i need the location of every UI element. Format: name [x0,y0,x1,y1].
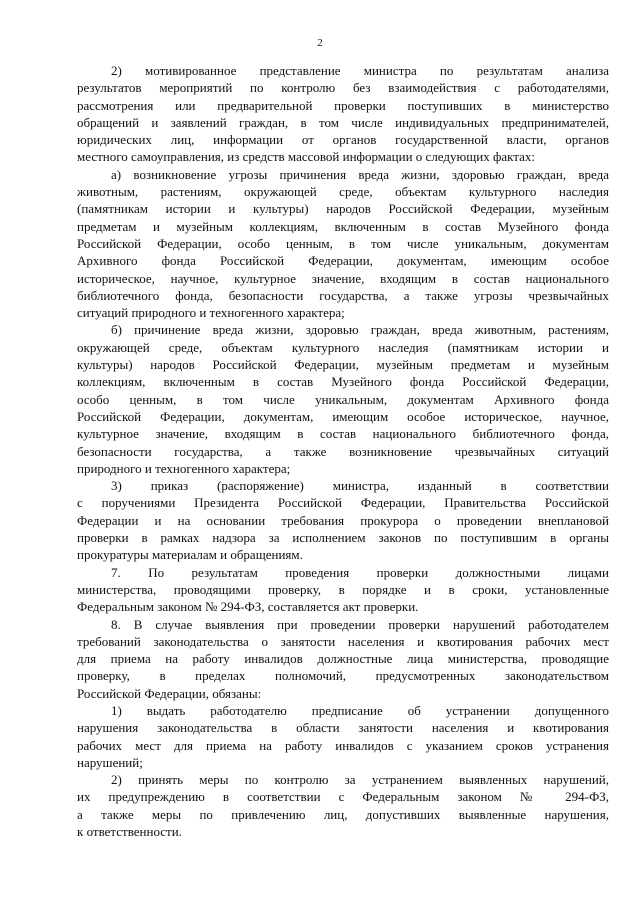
text-line: 2) мотивированное представление министра по результатам анализа [111,63,609,78]
text-line: ситуаций природного и техногенного характера; [77,305,345,321]
text-line: предметам и музейным коллекциям, включенным в состав Музейного фонда [77,218,609,234]
text-line: проверки в рамках надзора за исполнением законов по поступившим в органы [77,530,609,546]
text-line: а) возникновение угрозы причинения вреда жизни, здоровью граждан, вреда [111,166,609,182]
text-line: нарушения законодательства в области занятости населения и квотирования [77,720,609,736]
text-line: требований законодательства о занятости населения и квотирования рабочих мест [77,633,609,649]
text-line: для приема на работу инвалидов должностные лица министерства, проводящие [77,651,609,667]
text-line: с поручениями Президента Российской Федерации, Правительства Российской [77,495,609,511]
text-line: безопасности государства, а также возникновение чрезвычайных ситуаций [77,443,609,459]
paragraph-p-8-2 [77,771,609,840]
text-line: историческое, научное, культурное значение, входящим в состав национального [77,270,609,286]
text-line: рассмотрения или предварительной проверки поступивших в министерство [77,97,609,113]
text-line: юридических лиц, информации от органов государственной власти, органов [77,132,609,148]
text-line: к ответственности. [77,824,182,840]
text-line: животным, растениям, окружающей среде, объектам культурного наследия [77,184,609,200]
text-line: рабочих мест для приема на работу инвалидов с указанием сроков устранения [77,737,609,753]
text-line: проверку, в пределах полномочий, предусмотренных законодательством [77,668,609,684]
text-line: Российской Федерации, документам, имеющим особое историческое, научное, [77,408,609,424]
text-line: особо ценным, в том числе уникальным, документам Архивного фонда [77,391,609,407]
text-line: Федеральным законом № 294-ФЗ, составляется акт проверки. [77,599,419,615]
text-line: Архивного фонда Российской Федерации, документам, имеющим особое [77,253,609,269]
text-line: их предупреждению в соответствии с Федеральным законом № 294-ФЗ, [77,789,609,805]
text-line: 7. По результатам проведения проверки должностными лицами [111,564,609,580]
document-body [77,62,609,840]
page-number: 2 [317,37,323,49]
text-line: 8. В случае выявления при проведении проверки нарушений работодателем [111,616,609,632]
paragraph-p-7 [77,564,609,616]
paragraph-p-8 [77,616,609,702]
text-line: культуры) народов Российской Федерации, музейным предметам и музейным [77,357,609,373]
text-line: библиотечного фонда, безопасности государства, а также угрозы чрезвычайных [77,287,609,303]
paragraph-p-8-1 [77,702,609,771]
text-line: природного и техногенного характера; [77,460,291,476]
paragraph-p-2 [77,62,609,166]
text-line: культурное значение, входящим в состав национального библиотечного фонда, [77,426,609,442]
text-line: б) причинение вреда жизни, здоровью граждан, вреда животным, растениям, [111,322,609,338]
paragraph-p-a [77,166,609,322]
text-line: Федерации и на основании требования прокурора о проведении внеплановой [77,512,609,528]
text-line: нарушений; [77,754,143,770]
text-line: окружающей среде, объектам культурного наследия (памятникам истории и [77,339,609,355]
text-line: обращений и заявлений граждан, в том числе индивидуальных предпринимателей, [77,114,609,130]
text-line: местного самоуправления, из средств массовой информации о следующих фактах: [77,149,536,165]
text-line: Российской Федерации, обязаны: [77,685,262,701]
paragraph-p-b [77,321,609,477]
text-line: 1) выдать работодателю предписание об устранении допущенного [111,702,609,718]
text-line: Российской Федерации, особо ценным, в том числе уникальным, документам [77,235,609,251]
paragraph-p-3 [77,477,609,563]
text-line: министерства, проводящими проверку, в порядке и в сроки, установленные [77,581,609,597]
text-line: коллекциям, включенным в состав Музейного фонда Российской Федерации, [77,374,609,390]
text-line: 2) принять меры по контролю за устранением выявленных нарушений, [111,772,609,788]
text-line: результатов мероприятий по контролю без взаимодействия с работодателями, [77,80,609,96]
text-line: прокуратуры материалам и обращениям. [77,547,303,563]
text-line: 3) приказ (распоряжение) министра, изданный в соответствии [111,478,609,494]
text-line: (памятникам истории и культуры) народов Российской Федерации, музейным [77,201,609,217]
text-line: а также меры по привлечению лиц, допустивших выявленные нарушения, [77,806,609,822]
